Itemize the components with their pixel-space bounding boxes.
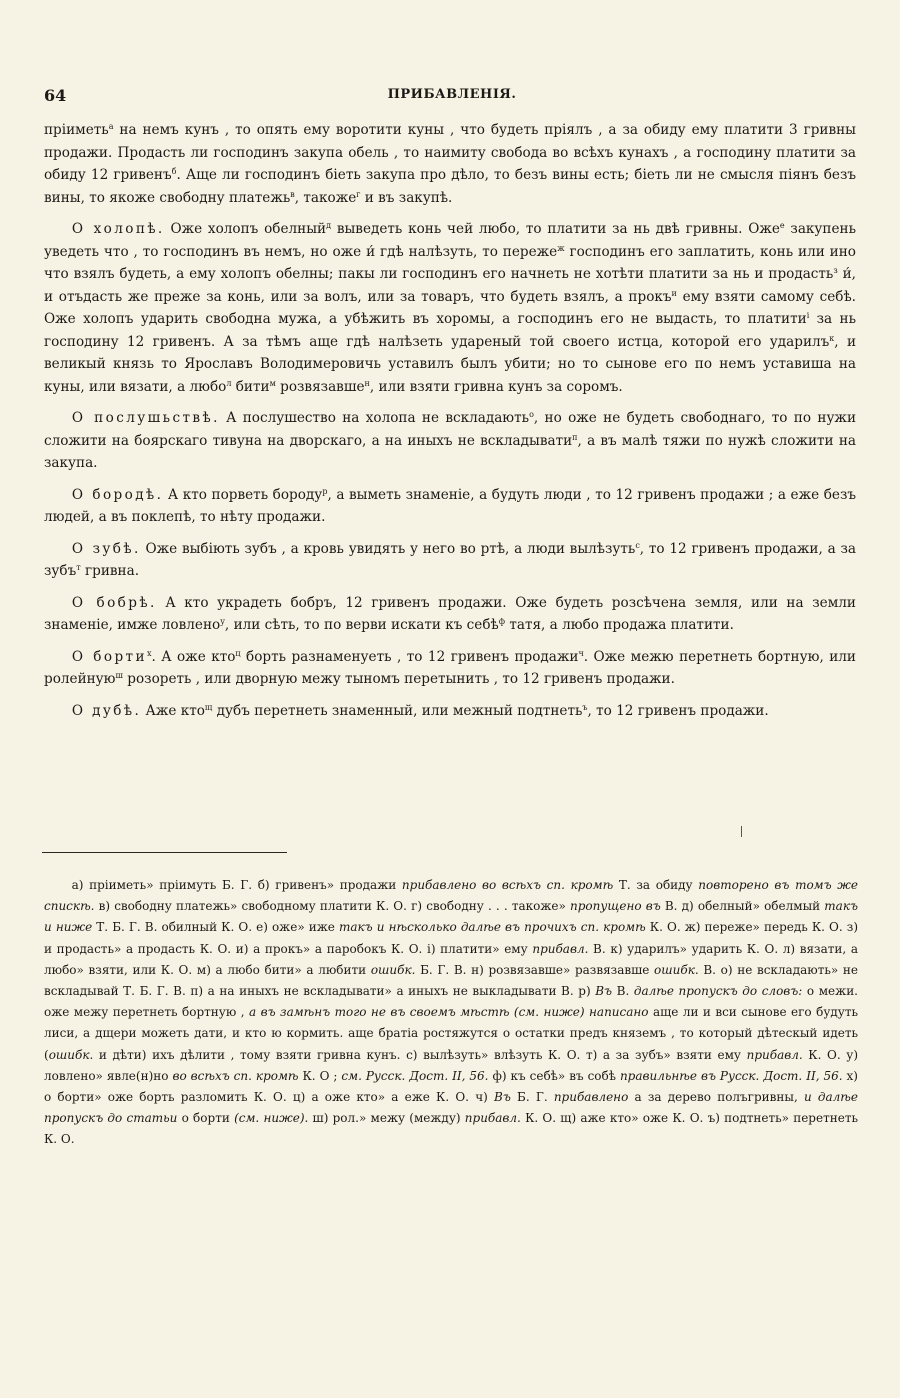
text-run: , а въ малѣ тяжи по нужѣ сложити на закупа.: [44, 432, 856, 471]
footnote-marker: б: [171, 167, 177, 176]
footnote-marker: ф: [498, 617, 505, 626]
text-run: А послушество на холопа не вскладають: [219, 410, 530, 426]
text-run: см. Русск. Дост. II, 56.: [341, 1068, 489, 1083]
text-run: а) пріиметь» пріимуть Б. Г. б) гривенъ» продажи: [71, 878, 402, 892]
paragraph-bort: [44, 646, 856, 691]
text-run: о межи. оже межу перетнеть бортную ,: [44, 984, 859, 1020]
text-run: пропущено въ: [570, 899, 661, 914]
footnote-marker: н: [364, 378, 370, 388]
text-run: ошибк.: [48, 1047, 94, 1062]
text-run: В. к) ударилъ» ударить К. О. л) вязати, а любо» взяти, или К. О. м) а любо бити» а любити: [44, 941, 859, 977]
text-run: господинъ его заплатить, конь или ино что взялъ будеть, а ему холопъ обелны; пакы ли господинъ его начнеть не хотѣти платити за нь и продасть: [44, 243, 856, 282]
text-run: прибавл.: [532, 941, 589, 956]
footnote-marker: р: [322, 486, 328, 496]
text-run: В.: [612, 984, 634, 999]
main-text: [44, 119, 856, 731]
text-run: , такоже: [294, 189, 357, 206]
text-run: . Аще ли господинъ біеть закупа про дѣло, то безъ вины есть; біеть ли не смысля піянъ безъ вины, то якоже свободну платежь: [44, 167, 857, 206]
paragraph-poslushestvo: [44, 407, 856, 475]
margin-mark: [741, 826, 742, 837]
text-run: прибавлено: [553, 1090, 629, 1105]
text-run: прибавл.: [746, 1047, 803, 1062]
text-run: такъ и ниже: [44, 899, 858, 935]
footnote-marker: ъ: [582, 702, 588, 712]
footnote-marker: м: [269, 378, 276, 388]
running-title: ПРИБАВЛЕНІЯ.: [387, 87, 517, 102]
text-run: ему взяти самому себѣ. Оже холопъ ударить свободна мужа, а убѣжить въ хоромы, а господинъ его не выдасть, то платити: [44, 288, 856, 327]
footnote-marker: з: [833, 266, 838, 275]
text-run: , то 12 гривенъ продажи, а за зубъ: [44, 540, 856, 579]
text-run: К. О. у) ловлено» явле(н)но: [44, 1047, 858, 1083]
text-run: борть разнаменуеть , то 12 гривенъ продажи: [240, 648, 579, 665]
text-run: К. О. щ) аже кто» оже К. О. ъ) подтнеть» перетнеть К. О.: [44, 1111, 859, 1147]
text-run: прибавл.: [464, 1111, 521, 1126]
text-run: и́, и отъдасть же преже за конь, или за волъ, или за товаръ, что будеть взялъ, а прокъ: [44, 266, 856, 305]
text-run: В. д) обелный» обелмый: [660, 899, 825, 914]
footnote-marker: т: [76, 563, 81, 572]
text-run: Оже холопъ обелный: [164, 221, 327, 237]
footnote-marker: щ: [204, 702, 213, 712]
text-run: и далѣе пропускъ до статьи: [44, 1090, 858, 1126]
text-run: на немъ кунъ , то опять ему воротити куны , что будеть пріялъ , а за обиду ему платити 3 гривны продажи. Продасть ли господинъ закупа обель , то наимиту свобода во всѣхъ кунахъ , а господину платити за обиду 12 гривенъ: [44, 122, 856, 183]
text-run: Б. Г. В. н) розвязавше» развязавше: [415, 962, 655, 977]
text-run: Оже выбіють зубъ , а кровь увидять у него во ртѣ, а люди вылѣзуть: [140, 540, 636, 557]
text-run: , а выметь знаменіе, а будуть люди , то 12 гривенъ продажи ; а еже безъ людей, а въ поклепѣ, то нѣту продажи.: [44, 486, 857, 525]
footnote-marker: х: [146, 648, 152, 658]
text-run: Въ: [494, 1090, 511, 1105]
text-run: Аже кто: [141, 702, 205, 719]
footnote-marker: л: [226, 378, 232, 388]
footnote-block: [44, 875, 858, 1151]
text-run: Т. за обиду: [613, 878, 699, 892]
section-heading: О холопѣ.: [71, 221, 165, 237]
text-run: выведеть конь чей любо, то платити за нь двѣ гривны. Оже: [331, 221, 780, 237]
section-heading: О бобрѣ.: [71, 594, 157, 611]
text-run: правильнѣе въ Русск. Дост. II, 56.: [619, 1068, 843, 1083]
text-run: о борти: [177, 1111, 235, 1126]
footnote-marker: и: [671, 288, 677, 298]
text-run: (см. ниже).: [234, 1111, 309, 1126]
text-run: , или взяти гривна кунъ за соромъ.: [369, 378, 623, 395]
text-run: А кто порветь бороду: [163, 486, 323, 503]
text-run: бити: [231, 378, 270, 395]
footnote-marker: в: [290, 189, 295, 199]
paragraph-holop: [44, 218, 856, 398]
text-run: розвязавше: [275, 378, 365, 395]
text-run: Въ: [595, 984, 613, 999]
footnote-marker: о: [529, 410, 534, 419]
text-run: , то 12 гривенъ продажи.: [587, 702, 769, 719]
text-run: А кто украдеть бобръ, 12 гривенъ продажи. Оже будеть розсѣчена земля, или на земли знаменіе, имже ловлено: [44, 594, 856, 633]
text-run: , но оже не будеть свободнаго, то по нужи сложити на боярскаго тивуна на дворскаго, а на иныхъ не вскладывати: [44, 410, 857, 449]
footnote-marker: к: [829, 333, 835, 343]
section-heading: О послушьствѣ.: [71, 410, 220, 426]
text-run: , и великый князь то Ярославъ Володимеровичь уставилъ былъ убити; но то сынове его по немъ уставиша на куны, или вязати, а любо: [44, 333, 857, 395]
footnote-marker: ц: [235, 648, 241, 658]
text-run: , или сѣть, то по верви искати къ себѣ: [224, 617, 499, 633]
footnotes: [44, 875, 858, 1151]
text-run: розореть , или дворную межу тыномъ перетынить , то 12 гривенъ продажи.: [122, 671, 675, 687]
footnote-marker: е: [779, 221, 785, 230]
paragraph: [44, 119, 856, 209]
paragraph-dub: [44, 700, 856, 723]
text-run: за нь господину 12 гривенъ. А за тѣмъ аще гдѣ налѣзеть удареный той своего истца, которой его ударилъ: [44, 311, 856, 350]
footnote-marker: д: [326, 221, 332, 230]
text-run: а въ замѣнъ того не въ своемъ мѣстѣ (см. ниже) написано: [249, 1005, 649, 1020]
footnote-marker: ш: [115, 671, 123, 680]
footnote-marker: а: [108, 122, 114, 131]
text-run: а за дерево полъгривны,: [628, 1090, 804, 1105]
section-heading: О зубѣ.: [71, 540, 141, 557]
text-run: . Оже межю перетнеть бортную, или ролейную: [44, 648, 856, 687]
page-number: 64: [44, 86, 67, 105]
text-run: такъ и нѣсколько далѣе въ прочихъ сп. кромѣ: [338, 920, 646, 935]
footnote-marker: п: [572, 432, 578, 442]
text-run: гривна.: [80, 563, 140, 579]
section-heading: О борти: [71, 648, 147, 665]
text-run: далѣе пропускъ до словъ:: [633, 984, 803, 999]
text-run: закупень уведеть что , то господинъ въ немъ, но оже и́ гдѣ налѣзуть, то переже: [44, 221, 856, 260]
footnote-marker: ж: [557, 243, 565, 253]
section-heading: О дубѣ.: [71, 702, 142, 719]
text-run: Т. Б. Г. В. обилный К. О. е) оже» иже: [92, 920, 339, 935]
paragraph-bobr: [44, 592, 856, 637]
text-run: К. О. ж) переже» передь К. О. з) и продасть» а продасть К. О. и) а прокъ» а паробокъ К. О. і) платити» ему: [44, 920, 859, 956]
footnote-marker: у: [220, 617, 225, 626]
text-run: аще ли и вси сынове его будуть лиси, а дщери можеть дати, и кто ю кормить. аще братіа ростяжутся о остатки предъ княземъ , то который дѣтескый идеть (: [44, 1005, 859, 1062]
text-run: в) свободну платежь» свободному платити К. О. г) свободну . . . такоже»: [94, 899, 570, 914]
text-run: и дѣти) ихъ дѣлити , тому взяти гривна кунъ. с) вылѣзуть» влѣзуть К. О. т) а за зубъ» взяти ему: [93, 1047, 747, 1062]
text-run: ф) къ себѣ» въ собѣ: [488, 1068, 620, 1083]
text-run: пріиметь: [44, 122, 109, 138]
text-run: во всѣхъ сп. кромѣ: [172, 1068, 299, 1083]
paragraph-boroda: [44, 484, 856, 529]
text-run: Б. Г.: [510, 1090, 554, 1105]
text-run: ошибк.: [370, 962, 416, 977]
text-run: . А оже кто: [151, 648, 236, 665]
paragraph-zub: [44, 538, 856, 583]
text-run: К. О ;: [298, 1068, 342, 1083]
footnote-marker: г: [356, 189, 361, 199]
text-run: прибавлено во всѣхъ сп. кромѣ: [401, 878, 614, 892]
text-run: х) о борти» оже борть разломить К. О. ц) а оже кто» а еже К. О. ч): [44, 1068, 858, 1105]
text-run: В. о) не вскладають» не вскладывай Т. Б. Г. В. п) а на иныхъ не вскладывати» а иныхъ не выкладывати В. р): [44, 962, 858, 999]
text-run: ошибк.: [654, 962, 699, 977]
text-run: татя, а любо продажа платити.: [505, 617, 734, 633]
section-heading: О бородѣ.: [71, 486, 164, 503]
text-run: и въ закупѣ.: [360, 189, 453, 206]
text-run: повторено въ томъ же спискѣ.: [44, 878, 859, 914]
text-run: ш) рол.» межу (между): [308, 1111, 465, 1126]
footnote-marker: ч: [578, 648, 584, 658]
footnote-marker: і: [806, 311, 810, 320]
text-run: дубъ перетнеть знаменный, или межный подтнеть: [212, 702, 583, 719]
footnote-marker: с: [635, 540, 640, 550]
footnote-divider: [42, 852, 287, 853]
page-header: [44, 86, 860, 108]
